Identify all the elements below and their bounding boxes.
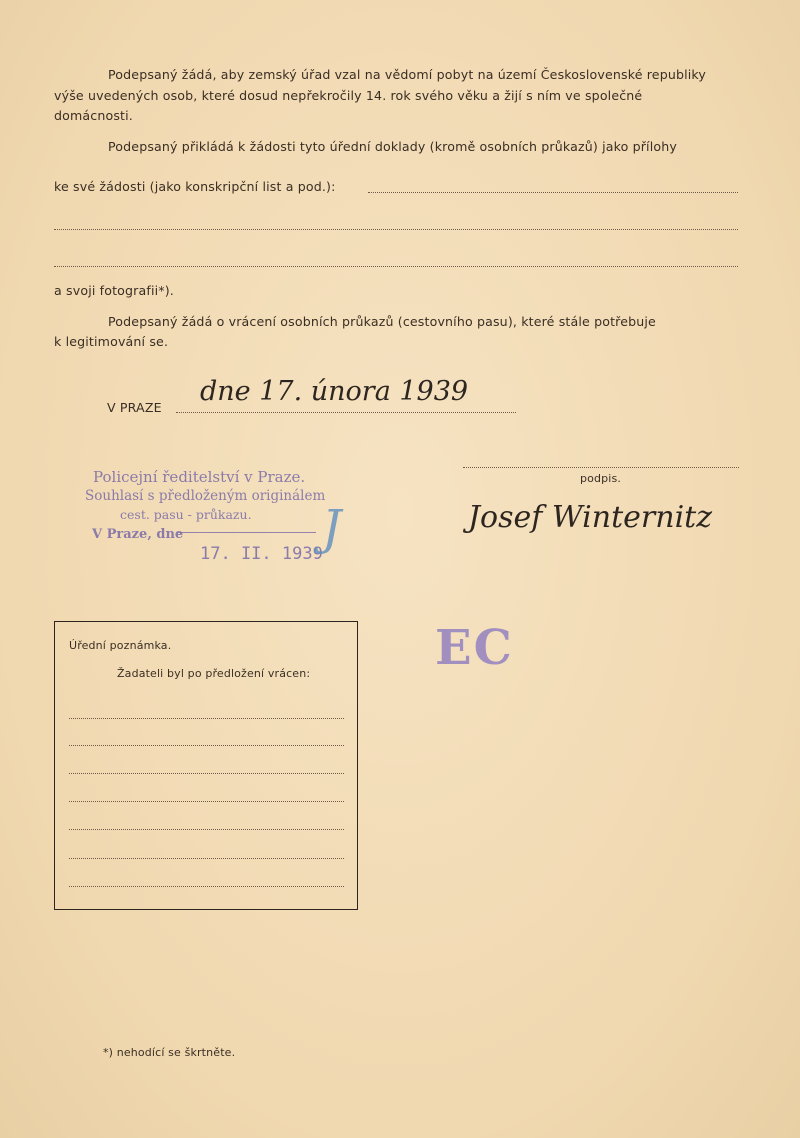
note-line-1 [69,718,344,719]
official-note-box [54,621,358,910]
paragraph-1-line-3: domácnosti. [54,108,133,123]
note-line-4 [69,801,344,802]
note-line-6 [69,858,344,859]
official-note-text: Žadateli byl po předložení vrácen: [117,667,311,680]
attachments-fill-line-3 [54,266,738,267]
stamp-line-2: Souhlasí s předloženým originálem [85,488,326,504]
attachments-fill-line-2 [54,229,738,230]
note-line-3 [69,773,344,774]
paragraph-3-line-2: k legitimování se. [54,334,169,349]
official-note-title: Úřední poznámka. [69,639,172,652]
note-line-7 [69,886,344,887]
ec-stamp: EC [435,620,514,676]
blue-initial-mark: J [322,500,342,556]
stamp-line-3: cest. pasu - průkazu. [120,507,252,522]
paragraph-2-line-3: a svoji fotografii*). [54,283,174,298]
stamp-date-line [178,532,316,533]
stamp-line-1: Policejní ředitelství v Praze. [93,468,306,486]
note-line-5 [69,829,344,830]
stamp-line-4: V Praze, dne [92,527,184,542]
place-label: V PRAZE [107,400,162,415]
handwritten-signature: Josef Winternitz [468,500,713,535]
paragraph-1-line-2: výše uvedených osob, které dosud nepřekročily 14. rok svého věku a žijí s ním ve společné [54,88,643,103]
signature-fill-line [463,467,739,468]
paragraph-3-line-1: Podepsaný žádá o vrácení osobních průkazů (cestovního pasu), které stále potřebuje [108,314,656,329]
stamp-date: 17. II. 1939 [200,544,323,564]
paragraph-2-line-2: ke své žádosti (jako konskripční list a pod.): [54,179,336,194]
attachments-fill-line-1 [368,192,738,193]
footnote: *) nehodící se škrtněte. [103,1046,236,1059]
signature-label: podpis. [580,472,622,485]
paragraph-2-line-1: Podepsaný přikládá k žádosti tyto úřední doklady (kromě osobních průkazů) jako přílohy [108,139,677,154]
date-fill-line [176,412,516,413]
paragraph-1-line-1: Podepsaný žádá, aby zemský úřad vzal na vědomí pobyt na území Československé republiky [108,67,707,82]
handwritten-date: dne 17. února 1939 [200,376,469,407]
note-line-2 [69,745,344,746]
